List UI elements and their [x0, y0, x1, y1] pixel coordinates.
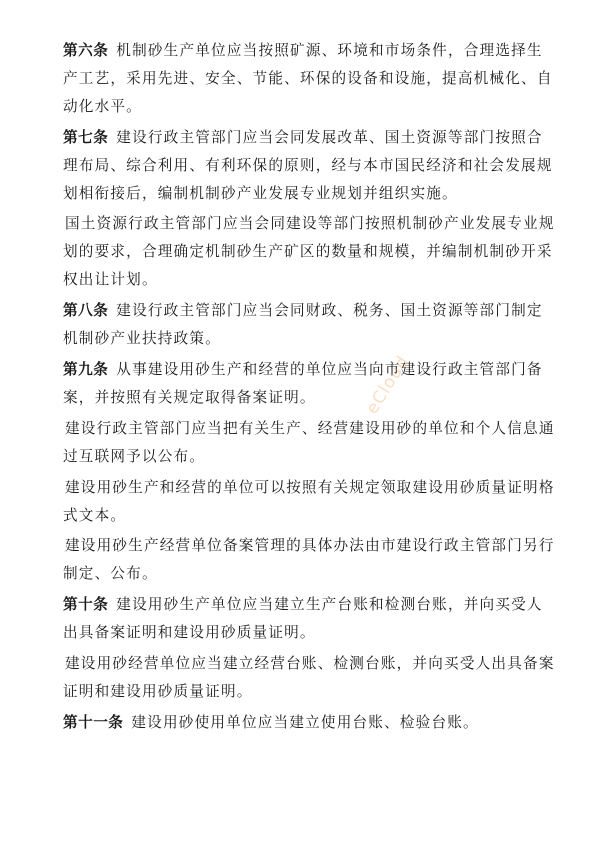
paragraph-article-9-clause-2 [63, 415, 555, 471]
article-number: 第七条 [63, 128, 109, 146]
article-number: 第六条 [63, 42, 109, 59]
paragraph-article-9 [63, 356, 555, 412]
article-number: 第八条 [63, 302, 109, 320]
clause-text: 建设行政主管部门应当把有关生产、经营建设用砂的单位和个人信息通过互联网予以公布。 [63, 419, 555, 465]
paragraph-article-8 [63, 297, 555, 353]
watermark-text: eCloud [362, 352, 414, 418]
clause-text: 建设用砂生产经营单位备案管理的具体办法由市建设行政主管部门另行制定、公布。 [63, 537, 555, 583]
clause-text: 建设用砂生产和经营的单位可以按照有关规定领取建设用砂质量证明格式文本。 [63, 478, 555, 524]
article-text: 建设行政主管部门应当会同发展改革、国土资源等部门按照合理布局、综合利用、有利环保的原则，经与本市国民经济和社会发展规划相衔接后，编制机制砂产业发展专业规划并组织实施。 [63, 128, 553, 202]
article-number: 第十一条 [63, 713, 124, 731]
article-text: 建设行政主管部门应当会同财政、税务、国土资源等部门制定机制砂产业扶持政策。 [63, 302, 543, 348]
article-number: 第九条 [63, 360, 109, 378]
clause-text: 建设用砂经营单位应当建立经营台账、检测台账，并向买受人出具备案证明和建设用砂质量证明。 [63, 655, 555, 700]
article-number: 第十条 [63, 596, 109, 614]
paragraph-article-9-clause-3 [63, 474, 555, 530]
clause-text: 国土资源行政主管部门应当会同建设等部门按照机制砂产业发展专业规划的要求，合理确定机制砂生产矿区的数量和规模，并编制机制砂开采权出让计划。 [63, 215, 555, 289]
document-body [63, 37, 555, 740]
article-text: 从事建设用砂生产和经营的单位应当向市建设行政主管部门备案，并按照有关规定取得备案证明。 [63, 360, 543, 406]
article-text: 机制砂生产单位应当按照矿源、环境和市场条件，合理选择生产工艺，采用先进、安全、节能、环保的设备和设施，提高机械化、自动化水平。 [63, 42, 553, 115]
article-text: 建设用砂生产单位应当建立生产台账和检测台账，并向买受人出具备案证明和建设用砂质量证明。 [63, 596, 543, 642]
paragraph-article-7 [63, 124, 555, 208]
paragraph-article-7-clause-2 [63, 210, 555, 294]
paragraph-article-11 [63, 709, 555, 737]
paragraph-article-10 [63, 591, 555, 647]
paragraph-article-6 [63, 37, 555, 121]
paragraph-article-9-clause-4 [63, 532, 555, 588]
paragraph-article-10-clause-2 [63, 650, 555, 706]
article-text: 建设用砂使用单位应当建立使用台账、检验台账。 [131, 713, 479, 731]
